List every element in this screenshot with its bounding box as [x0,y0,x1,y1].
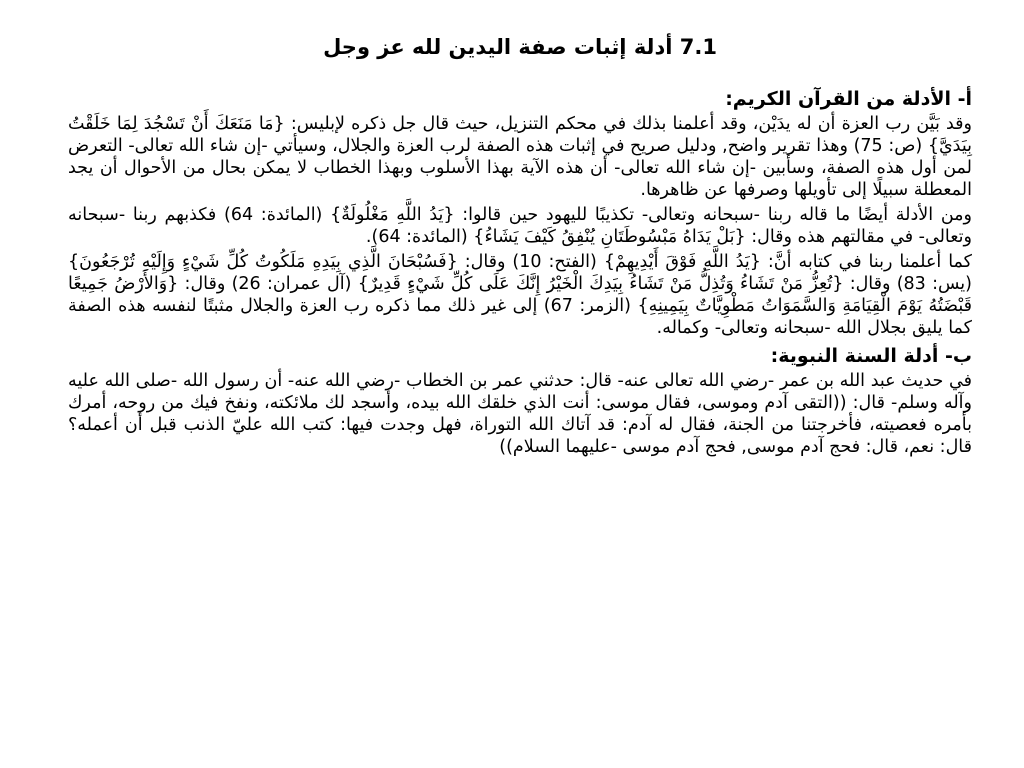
section-a-heading: أ- الأدلة من القرآن الكريم: [725,88,972,110]
section-a-paragraph-2: ومن الأدلة أيضًا ما قاله ربنا -سبحانه وتعالى- تكذيبًا لليهود حين قالوا: {يَدُ اللَّهِ مَغْلُولَةٌ} (المائدة: 64) فكذبهم ربنا -سبحانه وتعالى- في مقالتهم هذه وقال: {بَلْ يَدَاهُ مَبْسُوطَتَانِ يُنْفِقُ كَيْفَ يَشَاءُ} (المائدة: 64). [68,205,973,247]
section-a-paragraph-1: وقد بَيَّن رب العزة أن له يدَيْن، وقد أعلمنا بذلك في محكم التنزيل، حيث قال جل ذكره لإبليس: {مَا مَنَعَكَ أَنْ تَسْجُدَ لِمَا خَلَقْتُ بِيَدَيَّ} (ص: 75) وهذا تقرير واضح, ودليل صريح في إثبات هذه الصفة لرب العزة والجلال، وسيأتي -إن شاء الله تعالى- التعرض لمن أول هذه الصفة، وسأبين -إن شاء الله تعالى- أن هذه الآية بهذا الأسلوب وبهذا الخطاب لا يمكن بحال من الأحوال أن يجد المعطلة سبيلًا إلى تأويلها وصرفها عن ظاهرها. [68,114,972,200]
section-b-heading: ب- أدلة السنة النبوية: [770,345,972,367]
slide-title: 7.1 أدلة إثبات صفة اليدين لله عز وجل [323,35,717,59]
section-b-paragraph-1: في حديث عبد الله بن عمر -رضي الله تعالى عنه- قال: حدثني عمر بن الخطاب -رضي الله عنه- أن رسول الله -صلى الله عليه وآله وسلم- قال: ((التقى آدم وموسى، فقال موسى: أنت الذي خلقك الله بيده، وأسجد لك ملائكته، ونفخ فيك من روحه، أمرك بأمره فعصيته، فأخرجتنا من الجنة، فقال له آدم: قد آتاك الله التوراة، فهل وجدت فيها: كتب الله عليّ الذنب قبل أن أعمله؟ قال: نعم، قال: فحج آدم موسى, فحج آدم موسى -عليهما السلام)) [68,371,972,457]
section-a-paragraph-3: كما أعلمنا ربنا في كتابه أنَّ: {يَدُ اللَّهِ فَوْقَ أَيْدِيهِمْ} (الفتح: 10) وقال: {فَسُبْحَانَ الَّذِي بِيَدِهِ مَلَكُوتُ كُلِّ شَيْءٍ وَإِلَيْهِ تُرْجَعُونَ} (يس: 83) وقال: {تُعِزُّ مَنْ تَشَاءُ وَتُذِلُّ مَنْ تَشَاءُ بِيَدِكَ الْخَيْرُ إِنَّكَ عَلَى كُلِّ شَيْءٍ قَدِيرٌ} (آل عمران: 26) وقال: {وَالأَرْضُ جَمِيعًا قَبْضَتُهُ يَوْمَ الْقِيَامَةِ وَالسَّمَوَاتُ مَطْوِيَّاتٌ بِيَمِينِهِ} (الزمر: 67) إلى غير ذلك مما ذكره رب العزة والجلال مثبتًا لنفسه هذه الصفة كما يليق بجلال الله -سبحانه وتعالى- وكماله. [68,252,972,338]
